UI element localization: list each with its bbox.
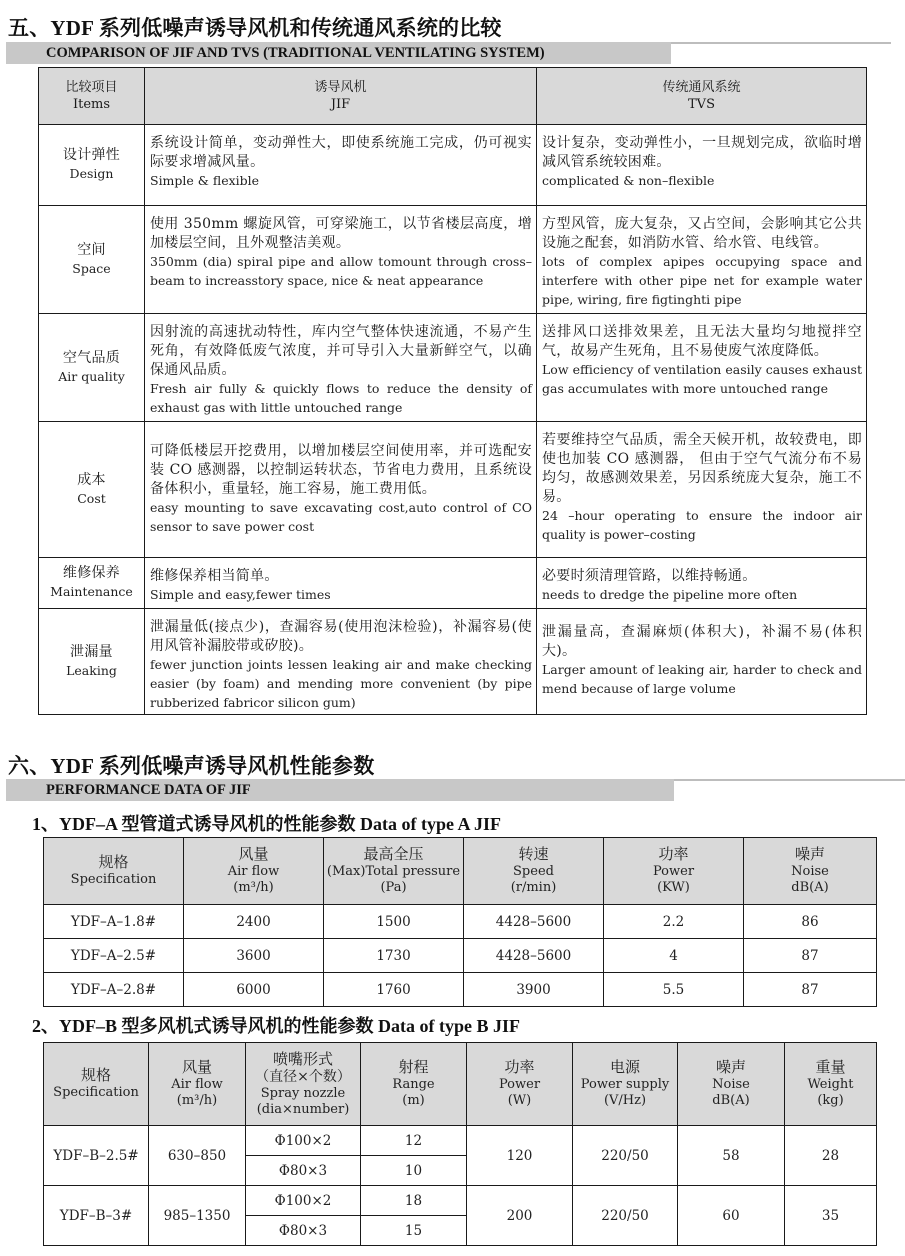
column-header bbox=[324, 838, 464, 905]
header-zh: 最高全压 bbox=[363, 845, 424, 863]
table-b-title: 2、YDF–B 型多风机式诱导风机的性能参数 Data of type B JIF bbox=[32, 1016, 520, 1036]
tvs-text-en: Low efficiency of ventilation easily causes exhaust gas accumulates with more untouched range bbox=[542, 362, 862, 396]
item-cell bbox=[39, 206, 145, 314]
type-a-cell: 87 bbox=[744, 939, 877, 973]
comparison-row bbox=[39, 422, 867, 558]
jif-cell bbox=[145, 609, 537, 715]
tvs-text-en: Larger amount of leaking air, harder to check and mend because of large volume bbox=[542, 662, 862, 696]
type-a-cell: 4428–5600 bbox=[464, 939, 604, 973]
type-a-cell: 1500 bbox=[324, 905, 464, 939]
header-jif bbox=[145, 68, 537, 125]
section6-subtitle-bar: PERFORMANCE DATA OF JIF bbox=[6, 779, 674, 801]
item-name-en: Air quality bbox=[58, 368, 125, 384]
column-header bbox=[744, 838, 877, 905]
type-a-cell: 3600 bbox=[184, 939, 324, 973]
type-a-cell: 4 bbox=[604, 939, 744, 973]
type-a-cell: 2.2 bbox=[604, 905, 744, 939]
header-zh: 功率 bbox=[504, 1058, 535, 1076]
comparison-row bbox=[39, 558, 867, 609]
tvs-cell bbox=[537, 206, 867, 314]
weight-cell: 35 bbox=[785, 1186, 877, 1246]
type-a-cell: 1730 bbox=[324, 939, 464, 973]
tvs-cell bbox=[537, 609, 867, 715]
type-a-cell: 4428–5600 bbox=[464, 905, 604, 939]
header-en: Noise bbox=[712, 1077, 750, 1092]
header-zh: 风量 bbox=[238, 845, 269, 863]
type-b-header-row bbox=[44, 1043, 877, 1126]
type-a-cell: YDF–A–1.8# bbox=[44, 905, 184, 939]
jif-text-zh: 维修保养相当简单。 bbox=[150, 568, 279, 584]
noise-cell: 58 bbox=[678, 1126, 785, 1186]
jif-text-zh: 因射流的高速扰动特性，库内空气整体快速流通，不易产生死角，有效降低废气浓度，并可导引入大量新鲜空气，以确保通风品质。 bbox=[150, 324, 532, 378]
item-name-zh: 维修保养 bbox=[62, 565, 121, 581]
header-en: Noise bbox=[791, 864, 829, 879]
item-name-zh: 设计弹性 bbox=[62, 147, 121, 163]
header-unit: dB(A) bbox=[791, 880, 829, 895]
header-en: Items bbox=[72, 97, 111, 112]
type-a-cell: YDF–A–2.8# bbox=[44, 973, 184, 1007]
header-en: TVS bbox=[688, 97, 715, 112]
type-a-cell: 86 bbox=[744, 905, 877, 939]
type-b-performance-table bbox=[43, 1042, 877, 1246]
column-header bbox=[467, 1043, 573, 1126]
tvs-text-en: lots of complex apipes occupying space and interfere with other pipe net for example water pipe, wiring, fire figtinghti pipe bbox=[542, 254, 862, 307]
type-a-row bbox=[44, 973, 877, 1007]
tvs-text-zh: 送排风口送排效果差，且无法大量均匀地搅拌空气，故易产生死角，且不易使废气浓度降低。 bbox=[542, 324, 862, 359]
power-cell: 200 bbox=[467, 1186, 573, 1246]
comparison-row bbox=[39, 314, 867, 422]
header-zh: 规格 bbox=[98, 853, 129, 871]
header-zh: 传统通风系统 bbox=[662, 80, 741, 95]
header-zh: 射程 bbox=[398, 1058, 429, 1076]
column-header bbox=[149, 1043, 246, 1126]
range-cell: 15 bbox=[361, 1216, 467, 1246]
item-name-zh: 空气品质 bbox=[62, 349, 121, 366]
header-unit: (W) bbox=[507, 1093, 532, 1108]
header-en: Spray nozzle bbox=[260, 1085, 346, 1101]
header-zh: 噪声 bbox=[794, 845, 825, 863]
header-en: Power bbox=[498, 1077, 541, 1092]
header-en: Specification bbox=[70, 872, 157, 887]
jif-text-en: 350mm (dia) spiral pipe and allow tomount through cross–beam to increasstory space, nice & neat appearance bbox=[150, 254, 532, 288]
nozzle-cell: Φ80×3 bbox=[246, 1216, 361, 1246]
tvs-text-zh: 必要时须清理管路，以维持畅通。 bbox=[542, 568, 757, 584]
supply-cell: 220/50 bbox=[573, 1186, 678, 1246]
airflow-cell: 985–1350 bbox=[149, 1186, 246, 1246]
header-zh: 噪声 bbox=[715, 1058, 746, 1076]
type-b-row bbox=[44, 1126, 877, 1156]
header-unit: (V/Hz) bbox=[603, 1093, 647, 1108]
tvs-text-zh: 泄漏量高，查漏麻烦(体积大)，补漏不易(体积大)。 bbox=[542, 624, 862, 659]
tvs-cell bbox=[537, 422, 867, 558]
jif-text-en: easy mounting to save excavating cost,auto control of CO sensor to save power cost bbox=[150, 500, 532, 534]
header-zh: 规格 bbox=[80, 1066, 111, 1084]
comparison-row bbox=[39, 206, 867, 314]
jif-cell bbox=[145, 314, 537, 422]
column-header bbox=[573, 1043, 678, 1126]
header-zh: 重量 bbox=[815, 1058, 846, 1076]
type-a-cell: 1760 bbox=[324, 973, 464, 1007]
nozzle-cell: Φ100×2 bbox=[246, 1126, 361, 1156]
type-a-performance-table bbox=[43, 837, 877, 1007]
comparison-row bbox=[39, 125, 867, 206]
jif-text-zh: 可降低楼层开挖费用，以增加楼层空间使用率，并可选配安装 CO 感测器，以控制运转状态，节省电力费用，且系统设备体积小，重量轻，施工容易，施工费用低。 bbox=[150, 443, 532, 497]
jif-cell bbox=[145, 125, 537, 206]
section5-rule bbox=[671, 42, 891, 44]
jif-cell bbox=[145, 422, 537, 558]
tvs-cell bbox=[537, 314, 867, 422]
item-name-zh: 空间 bbox=[77, 241, 106, 258]
jif-text-en: Fresh air fully & quickly flows to reduce the density of exhaust gas with little untouched range bbox=[150, 381, 532, 415]
header-en: (Max)Total pressure bbox=[326, 864, 461, 879]
section6-rule bbox=[674, 779, 905, 781]
jif-cell bbox=[145, 558, 537, 609]
tvs-text-zh: 方型风管，庞大复杂，又占空间，会影响其它公共设施之配套，如消防水管、给水管、电线管。 bbox=[542, 216, 862, 251]
spec-cell: YDF–B–2.5# bbox=[44, 1126, 149, 1186]
header-zh: 电源 bbox=[609, 1058, 640, 1076]
tvs-text-en: 24 –hour operating to ensure the indoor air quality is power–costing bbox=[542, 508, 862, 542]
header-en: JIF bbox=[330, 97, 351, 112]
item-cell bbox=[39, 314, 145, 422]
column-header bbox=[361, 1043, 467, 1126]
jif-text-en: Simple & flexible bbox=[150, 173, 260, 188]
column-header bbox=[44, 838, 184, 905]
comparison-table bbox=[38, 67, 867, 715]
header-zh: 诱导风机 bbox=[314, 80, 367, 95]
tvs-text-zh: 若要维持空气品质，需全天候开机，故较费电，即使也加装 CO 感测器， 但由于空气气流分布不易均匀，故感测效果差，另因系统庞大复杂，施工不易。 bbox=[542, 432, 862, 505]
header-unit: (dia×number) bbox=[256, 1101, 350, 1117]
table-a-title: 1、YDF–A 型管道式诱导风机的性能参数 Data of type A JIF bbox=[32, 814, 501, 834]
header-en: Weight bbox=[807, 1077, 854, 1092]
jif-text-zh: 使用 350mm 螺旋风管，可穿梁施工，以节省楼层高度，增加楼层空间，且外观整洁美观。 bbox=[150, 216, 532, 251]
range-cell: 10 bbox=[361, 1156, 467, 1186]
type-a-cell: 6000 bbox=[184, 973, 324, 1007]
section5-title: 五、YDF 系列低噪声诱导风机和传统通风系统的比较 bbox=[8, 16, 502, 40]
jif-text-zh: 泄漏量低(接点少)，查漏容易(使用泡沫检验)，补漏容易(使用风管补漏胶带或矽胶)。 bbox=[150, 619, 532, 654]
header-zh: 比较项目 bbox=[65, 80, 118, 95]
header-zh: 功率 bbox=[658, 845, 689, 863]
item-name-zh: 成本 bbox=[77, 471, 106, 488]
column-header bbox=[184, 838, 324, 905]
tvs-text-en: complicated & non–flexible bbox=[542, 173, 715, 188]
item-cell bbox=[39, 125, 145, 206]
type-a-header-row bbox=[44, 838, 877, 905]
range-cell: 12 bbox=[361, 1126, 467, 1156]
type-a-cell: 3900 bbox=[464, 973, 604, 1007]
jif-text-zh: 系统设计简单，变动弹性大，即使系统施工完成，仍可视实际要求增减风量。 bbox=[150, 135, 532, 170]
weight-cell: 28 bbox=[785, 1126, 877, 1186]
column-header bbox=[44, 1043, 149, 1126]
type-a-cell: 87 bbox=[744, 973, 877, 1007]
item-cell bbox=[39, 609, 145, 715]
jif-cell bbox=[145, 206, 537, 314]
header-zh: 风量 bbox=[181, 1058, 212, 1076]
power-cell: 120 bbox=[467, 1126, 573, 1186]
header-unit: (r/min) bbox=[510, 880, 557, 895]
noise-cell: 60 bbox=[678, 1186, 785, 1246]
header-unit: dB(A) bbox=[712, 1093, 750, 1108]
header-unit: (kg) bbox=[817, 1093, 844, 1108]
header-zh: 喷嘴形式 bbox=[272, 1049, 333, 1068]
column-header bbox=[678, 1043, 785, 1126]
type-a-row bbox=[44, 905, 877, 939]
section5-subtitle-bar: COMPARISON OF JIF AND TVS (TRADITIONAL VENTILATING SYSTEM) bbox=[6, 42, 671, 64]
header-en: Air flow bbox=[171, 1077, 223, 1092]
item-cell bbox=[39, 558, 145, 609]
item-name-en: Space bbox=[72, 260, 111, 276]
tvs-text-zh: 设计复杂，变动弹性小，一旦规划完成，欲临时增减风管系统较困难。 bbox=[542, 135, 862, 170]
header-unit: (m³/h) bbox=[233, 880, 274, 895]
header-unit: (KW) bbox=[657, 880, 690, 895]
header-en: Air flow bbox=[227, 864, 280, 879]
supply-cell: 220/50 bbox=[573, 1126, 678, 1186]
airflow-cell: 630–850 bbox=[149, 1126, 246, 1186]
item-cell bbox=[39, 422, 145, 558]
section6-title: 六、YDF 系列低噪声诱导风机性能参数 bbox=[8, 754, 375, 778]
header-zh: 转速 bbox=[518, 845, 549, 863]
header-en: Power supply bbox=[580, 1077, 670, 1092]
item-name-en: Leaking bbox=[66, 662, 117, 678]
range-cell: 18 bbox=[361, 1186, 467, 1216]
spec-cell: YDF–B–3# bbox=[44, 1186, 149, 1246]
comparison-row bbox=[39, 609, 867, 715]
tvs-cell bbox=[537, 558, 867, 609]
header-en: Speed bbox=[513, 864, 554, 879]
column-header bbox=[785, 1043, 877, 1126]
header-en: Power bbox=[652, 864, 695, 879]
type-a-cell: YDF–A–2.5# bbox=[44, 939, 184, 973]
tvs-cell bbox=[537, 125, 867, 206]
jif-text-en: fewer junction joints lessen leaking air and make checking easier (by foam) and mending more convenient (by pipe rubberized fabricor silicon gum) bbox=[150, 657, 532, 710]
item-name-en: Cost bbox=[77, 490, 106, 506]
item-name-zh: 泄漏量 bbox=[70, 643, 113, 660]
header-unit: (m³/h) bbox=[176, 1093, 218, 1108]
column-header bbox=[246, 1043, 361, 1126]
header-unit: (Pa) bbox=[380, 880, 407, 895]
nozzle-cell: Φ100×2 bbox=[246, 1186, 361, 1216]
tvs-text-en: needs to dredge the pipeline more often bbox=[542, 587, 798, 602]
comparison-header-row bbox=[39, 68, 867, 125]
header-zh-sub: （直径×个数） bbox=[255, 1068, 351, 1085]
header-en: Specification bbox=[53, 1085, 139, 1100]
type-a-cell: 5.5 bbox=[604, 973, 744, 1007]
type-a-row bbox=[44, 939, 877, 973]
item-name-en: Maintenance bbox=[50, 584, 133, 599]
nozzle-cell: Φ80×3 bbox=[246, 1156, 361, 1186]
header-items bbox=[39, 68, 145, 125]
header-tvs bbox=[537, 68, 867, 125]
type-a-cell: 2400 bbox=[184, 905, 324, 939]
header-unit: (m) bbox=[402, 1093, 425, 1108]
column-header bbox=[604, 838, 744, 905]
type-b-row bbox=[44, 1186, 877, 1216]
column-header bbox=[464, 838, 604, 905]
item-name-en: Design bbox=[69, 166, 114, 181]
jif-text-en: Simple and easy,fewer times bbox=[150, 587, 331, 602]
header-en: Range bbox=[392, 1077, 435, 1092]
